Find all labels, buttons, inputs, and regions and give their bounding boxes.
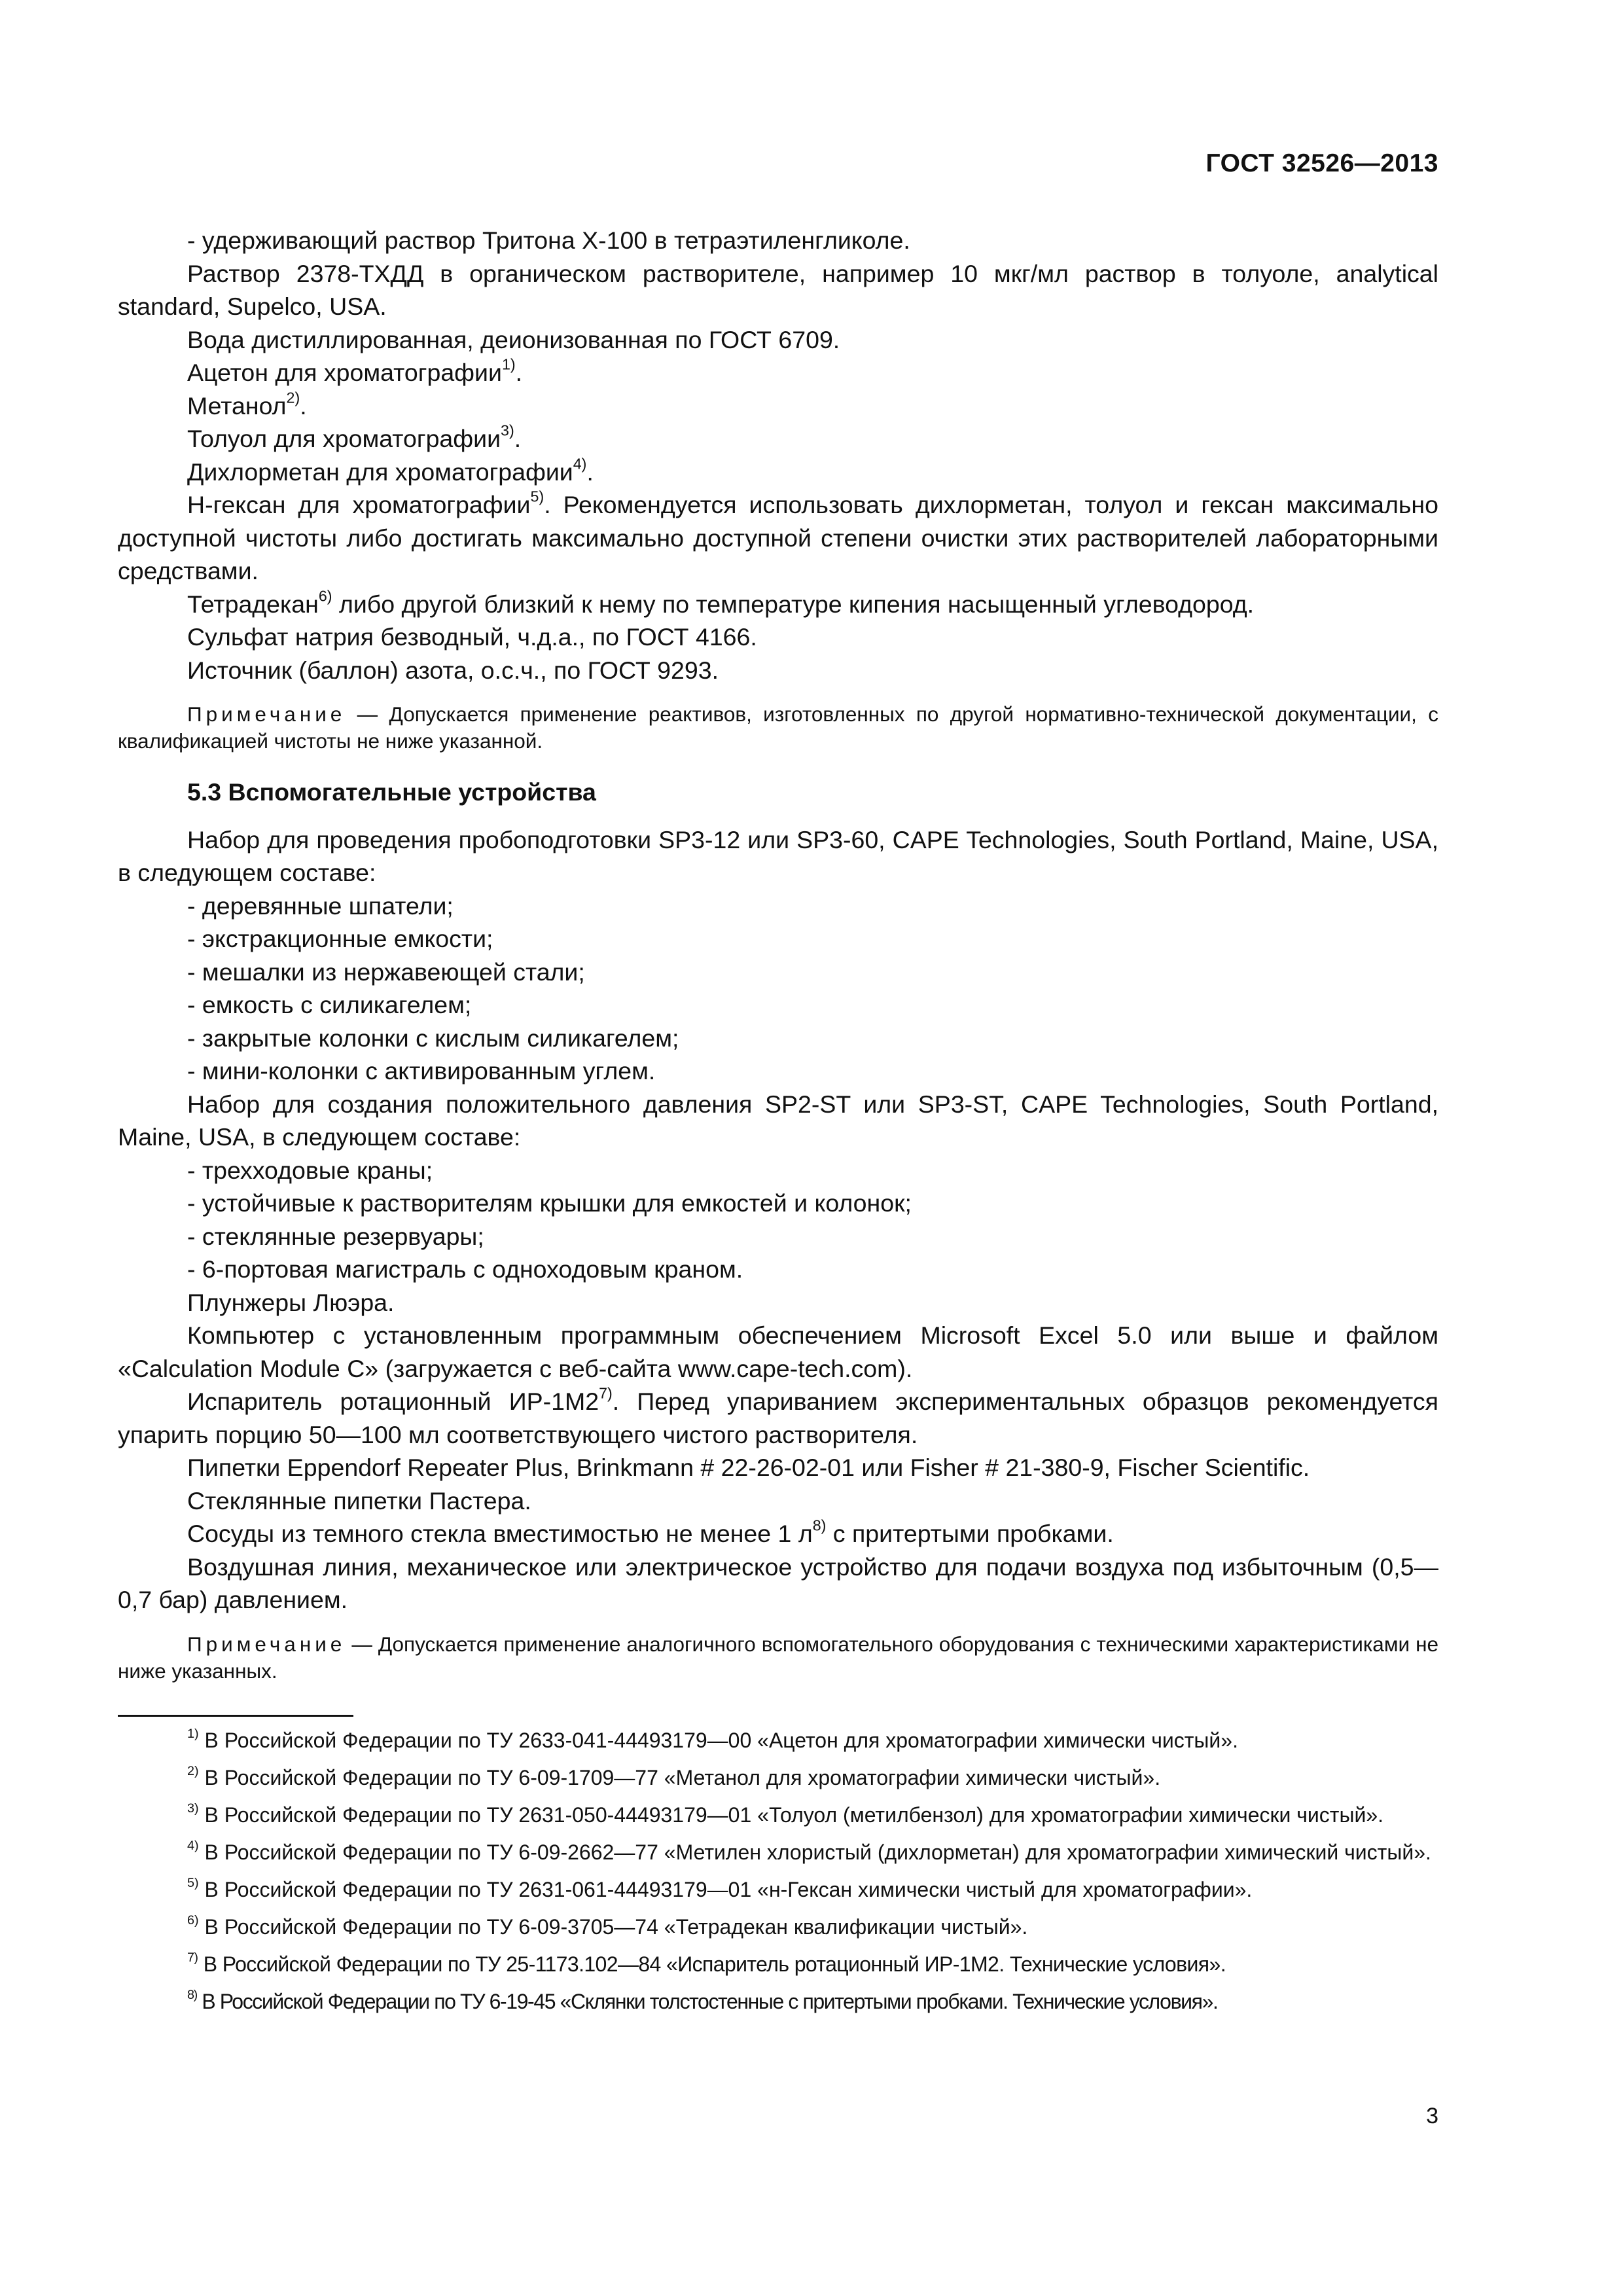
reagent-hexane bbox=[118, 488, 1438, 588]
note-label: Примечание bbox=[187, 1632, 346, 1656]
page-body bbox=[118, 224, 1438, 2015]
footnote-7 bbox=[118, 1951, 1438, 1978]
reagent-methanol-text: Метанол bbox=[187, 391, 287, 420]
device-airline: Воздушная линия, механическое или электрическое устройство для подачи воздуха под избыточным (0,5—0,7 бар) давлением. bbox=[118, 1552, 1438, 1613]
device-plungers: Плунжеры Люэра. bbox=[187, 1288, 395, 1316]
list-item: - устойчивые к растворителям крышки для емкостей и колонок; bbox=[187, 1189, 912, 1217]
list-item: - стеклянные резервуары; bbox=[187, 1222, 484, 1250]
footnote-ref-6: 6) bbox=[318, 587, 332, 605]
reagent-toluene bbox=[118, 422, 1438, 456]
footnote-1 bbox=[118, 1727, 1438, 1754]
footnote-5 bbox=[118, 1876, 1438, 1903]
footnote-6 bbox=[118, 1914, 1438, 1941]
list-item: - закрытые колонки с кислым силикагелем; bbox=[187, 1024, 679, 1052]
kit2-list bbox=[118, 1154, 1438, 1286]
note-label: Примечание bbox=[187, 702, 346, 726]
list-item: - экстракционные емкости; bbox=[187, 925, 493, 952]
reagent-water: Вода дистиллированная, деионизованная по ГОСТ 6709. bbox=[187, 325, 840, 353]
reagent-methanol bbox=[118, 389, 1438, 423]
period: . bbox=[586, 457, 594, 486]
device-pipettes: Пипетки Eppendorf Repeater Plus, Brinkmann # 22-26-02-01 или Fisher # 21-380-9, Fischer Scientific. bbox=[187, 1454, 1310, 1481]
footnote-mark: 5) bbox=[187, 1875, 199, 1890]
device-evaporator-text: Испаритель ротационный ИР-1М2 bbox=[187, 1388, 599, 1415]
list-item: - деревянные шпатели; bbox=[187, 891, 454, 920]
footnote-ref-4: 4) bbox=[573, 455, 587, 473]
footnote-4 bbox=[118, 1839, 1438, 1866]
footnote-mark: 8) bbox=[187, 1987, 197, 2002]
footnote-mark: 4) bbox=[187, 1838, 199, 1853]
footnote-text: В Российской Федерации по ТУ 6-09-1709—77 «Метанол для хроматографии химически чистый». bbox=[198, 1765, 1161, 1789]
reagent-dcm-text: Дихлорметан для хроматографии bbox=[187, 457, 573, 486]
kit1-list bbox=[118, 889, 1438, 1088]
reagent-hexane-rest: . Рекомендуется использовать дихлорметан, толуол и гексан максимально доступной чистоты либо достигать максимально доступной степени очистки этих растворителей лабораторными средствами. bbox=[118, 491, 1438, 584]
device-vessels-text: Сосуды из темного стекла вместимостью не менее 1 л bbox=[187, 1520, 813, 1547]
footnote-divider bbox=[118, 1715, 353, 1717]
reagent-dcm bbox=[118, 456, 1438, 489]
list-item: - мешалки из нержавеющей стали; bbox=[187, 958, 585, 986]
device-kit1: Набор для проведения пробоподготовки SP3-12 или SP3-60, CAPE Technologies, South Portland, Maine, USA, в следующем составе: bbox=[118, 825, 1438, 886]
reagent-acetone-text: Ацетон для хроматографии bbox=[187, 359, 502, 386]
footnote-mark: 7) bbox=[187, 1950, 198, 1965]
list-item: - емкость с силикагелем; bbox=[187, 991, 472, 1018]
footnote-text: В Российской Федерации по ТУ 2631-050-44493179—01 «Толуол (метилбензол) для хроматографии химически чистый». bbox=[198, 1803, 1384, 1827]
footnote-text: В Российской Федерации по ТУ 6-09-3705—74 «Тетрадекан квалификации чистый». bbox=[198, 1914, 1028, 1939]
footnote-8 bbox=[118, 1988, 1438, 2015]
list-item: - трехходовые краны; bbox=[187, 1156, 433, 1184]
device-vessels bbox=[118, 1517, 1438, 1551]
footnote-text: В Российской Федерации по ТУ 6-09-2662—77 «Метилен хлористый (дихлорметан) для хроматографии химический чистый». bbox=[198, 1840, 1431, 1864]
period: . bbox=[300, 391, 307, 420]
device-pasteur: Стеклянные пипетки Пастера. bbox=[187, 1486, 531, 1515]
page-number: 3 bbox=[1426, 2104, 1438, 2128]
device-evaporator-rest: . Перед упариванием экспериментальных образцов рекомендуется упарить порцию 50—100 мл соответствующего чистого растворителя. bbox=[118, 1388, 1438, 1448]
note-text: — Допускается применение аналогичного вспомогательного оборудования с техническими характеристиками не ниже указанных. bbox=[118, 1632, 1438, 1683]
reagent-nitrogen: Источник (баллон) азота, о.с.ч., по ГОСТ 9293. bbox=[187, 656, 719, 684]
device-computer: Компьютер с установленным программным обеспечением Microsoft Excel 5.0 или выше и файлом «Calculation Module C» (загружается с веб-сайта www.cape-tech.com). bbox=[118, 1321, 1438, 1382]
note-text: — Допускается применение реактивов, изготовленных по другой нормативно-технической документации, с квалификацией чистоты не ниже указанной. bbox=[118, 702, 1438, 753]
section-heading: 5.3 Вспомогательные устройства bbox=[187, 778, 596, 806]
note-reagents bbox=[118, 701, 1438, 755]
footnote-ref-7: 7) bbox=[599, 1384, 613, 1402]
list-item: - 6-портовая магистраль с одноходовым краном. bbox=[187, 1255, 743, 1283]
reagent-tetradecane bbox=[118, 588, 1438, 621]
reagent-tcdd: Раствор 2378-ТХДД в органическом растворителе, например 10 мкг/мл раствор в толуоле, analytical standard, Supelco, USA. bbox=[118, 259, 1438, 320]
reagent-acetone bbox=[118, 356, 1438, 389]
footnote-ref-8: 8) bbox=[812, 1516, 827, 1534]
footnote-3 bbox=[118, 1802, 1438, 1829]
footnote-mark: 1) bbox=[187, 1726, 199, 1741]
device-vessels-rest: с притертыми пробками. bbox=[826, 1520, 1114, 1547]
reagent-toluene-text: Толуол для хроматографии bbox=[187, 425, 501, 452]
footnote-ref-3: 3) bbox=[501, 422, 514, 439]
reagent-tetradecane-text: Тетрадекан bbox=[187, 590, 319, 618]
device-evaporator bbox=[118, 1385, 1438, 1451]
footnote-2 bbox=[118, 1765, 1438, 1791]
reagent-hexane-text: Н-гексан для хроматографии bbox=[187, 491, 531, 518]
reagent-triton: - удерживающий раствор Тритона Х-100 в тетраэтиленгликоле. bbox=[187, 226, 910, 254]
footnote-ref-5: 5) bbox=[530, 488, 544, 505]
footnote-text: В Российской Федерации по ТУ 25-1173.102—84 «Испаритель ротационный ИР-1М2. Технические условия». bbox=[198, 1952, 1226, 1976]
list-item: - мини-колонки с активированным углем. bbox=[187, 1057, 656, 1085]
reagent-tetradecane-rest: либо другой близкий к нему по температуре кипения насыщенный углеводород. bbox=[332, 590, 1255, 618]
reagent-sulfate: Сульфат натрия безводный, ч.д.а., по ГОСТ 4166. bbox=[187, 623, 757, 651]
footnote-ref-1: 1) bbox=[501, 355, 516, 373]
device-kit2: Набор для создания положительного давления SP2-ST или SP3-ST, CAPE Technologies, South Portland, Maine, USA, в следующем составе: bbox=[118, 1090, 1438, 1151]
footnote-text: В Российской Федерации по ТУ 6-19-45 «Склянки толстостенные с притертыми пробками. Технические условия». bbox=[196, 1989, 1218, 2013]
footnote-mark: 6) bbox=[187, 1912, 199, 1928]
footnote-mark: 3) bbox=[187, 1801, 199, 1816]
footnote-text: В Российской Федерации по ТУ 2631-061-44493179—01 «н-Гексан химически чистый для хроматографии». bbox=[198, 1877, 1253, 1901]
document-id: ГОСТ 32526—2013 bbox=[1205, 149, 1438, 177]
note-devices bbox=[118, 1631, 1438, 1685]
footnote-mark: 2) bbox=[187, 1763, 199, 1778]
period: . bbox=[515, 359, 523, 386]
period: . bbox=[514, 425, 522, 452]
footnote-text: В Российской Федерации по ТУ 2633-041-44493179—00 «Ацетон для хроматографии химически чистый». bbox=[198, 1728, 1238, 1752]
footnote-ref-2: 2) bbox=[286, 389, 300, 406]
